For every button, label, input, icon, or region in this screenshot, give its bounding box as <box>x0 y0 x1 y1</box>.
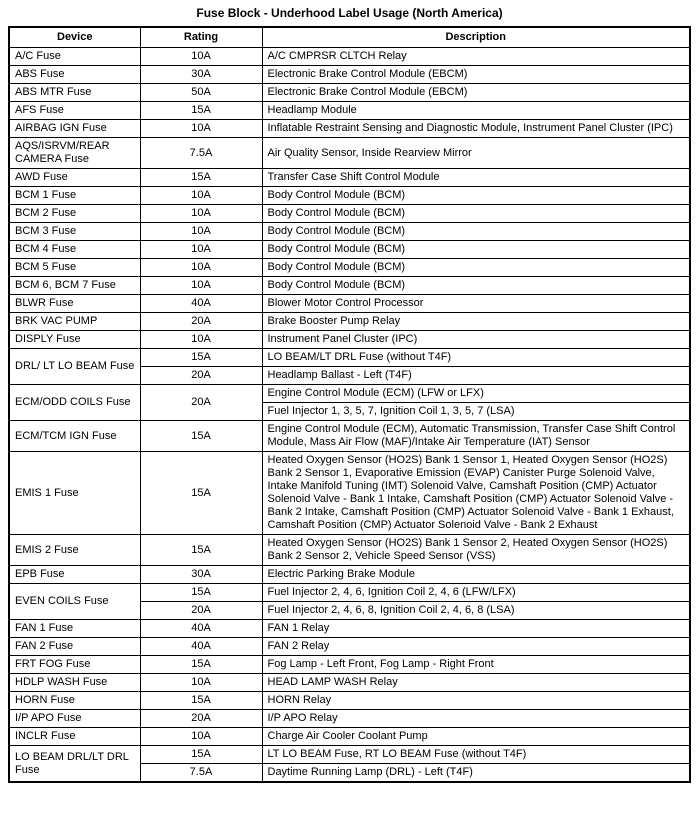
description-cell: Electronic Brake Control Module (EBCM) <box>262 84 690 102</box>
rating-cell: 10A <box>140 674 262 692</box>
description-cell: Body Control Module (BCM) <box>262 205 690 223</box>
device-cell: FAN 2 Fuse <box>9 638 140 656</box>
table-row <box>9 535 690 566</box>
table-row <box>9 385 690 403</box>
description-cell: Fog Lamp - Left Front, Fog Lamp - Right Front <box>262 656 690 674</box>
device-cell: FRT FOG Fuse <box>9 656 140 674</box>
device-cell: AFS Fuse <box>9 102 140 120</box>
rating-cell: 10A <box>140 223 262 241</box>
table-row <box>9 169 690 187</box>
table-row <box>9 584 690 602</box>
table-header <box>9 27 690 48</box>
description-cell: Heated Oxygen Sensor (HO2S) Bank 1 Sensor 1, Heated Oxygen Sensor (HO2S) Bank 2 Sensor 1, Evaporative Emission (EVAP) Canister Purge Solenoid Valve, Intake Manifold Tuning (IMT) Solenoid Valve, Camshaft Position (CMP) Actuator Solenoid Valve - Bank 1 Intake, Camshaft Position (CMP) Actuator Solenoid Valve - Bank 2 Intake, Camshaft Position (CMP) Actuator Solenoid Valve - Bank 1 Exhaust, Camshaft Position (CMP) Actuator Solenoid Valve - Bank 2 Exhaust <box>262 452 690 535</box>
rating-cell: 15A <box>140 692 262 710</box>
description-cell: Body Control Module (BCM) <box>262 223 690 241</box>
device-cell: EMIS 1 Fuse <box>9 452 140 535</box>
description-cell: HORN Relay <box>262 692 690 710</box>
device-cell: HDLP WASH Fuse <box>9 674 140 692</box>
description-cell: LT LO BEAM Fuse, RT LO BEAM Fuse (without T4F) <box>262 746 690 764</box>
device-cell: DISPLY Fuse <box>9 331 140 349</box>
table-row <box>9 120 690 138</box>
table-row <box>9 620 690 638</box>
table-row <box>9 66 690 84</box>
table-row <box>9 277 690 295</box>
table-row <box>9 205 690 223</box>
device-cell: ABS MTR Fuse <box>9 84 140 102</box>
table-row <box>9 241 690 259</box>
device-cell: EPB Fuse <box>9 566 140 584</box>
rating-cell: 10A <box>140 331 262 349</box>
device-cell: FAN 1 Fuse <box>9 620 140 638</box>
fuse-block-table <box>8 26 691 783</box>
device-cell: INCLR Fuse <box>9 728 140 746</box>
device-cell: LO BEAM DRL/LT DRL Fuse <box>9 746 140 783</box>
device-cell: HORN Fuse <box>9 692 140 710</box>
description-cell: LO BEAM/LT DRL Fuse (without T4F) <box>262 349 690 367</box>
device-cell: EMIS 2 Fuse <box>9 535 140 566</box>
rating-cell: 15A <box>140 102 262 120</box>
rating-cell: 20A <box>140 602 262 620</box>
table-row <box>9 728 690 746</box>
rating-cell: 15A <box>140 535 262 566</box>
description-cell: Body Control Module (BCM) <box>262 259 690 277</box>
rating-cell: 10A <box>140 48 262 66</box>
rating-cell: 15A <box>140 656 262 674</box>
description-cell: A/C CMPRSR CLTCH Relay <box>262 48 690 66</box>
rating-cell: 10A <box>140 259 262 277</box>
description-cell: Blower Motor Control Processor <box>262 295 690 313</box>
device-cell: BCM 4 Fuse <box>9 241 140 259</box>
rating-cell: 20A <box>140 313 262 331</box>
device-cell: A/C Fuse <box>9 48 140 66</box>
table-row <box>9 421 690 452</box>
description-cell: Fuel Injector 1, 3, 5, 7, Ignition Coil 1, 3, 5, 7 (LSA) <box>262 403 690 421</box>
rating-cell: 40A <box>140 295 262 313</box>
description-cell: Electronic Brake Control Module (EBCM) <box>262 66 690 84</box>
device-cell: BCM 3 Fuse <box>9 223 140 241</box>
rating-cell: 10A <box>140 728 262 746</box>
rating-cell: 10A <box>140 241 262 259</box>
description-cell: Engine Control Module (ECM) (LFW or LFX) <box>262 385 690 403</box>
device-cell: AQS/ISRVM/REAR CAMERA Fuse <box>9 138 140 169</box>
table-row <box>9 102 690 120</box>
description-cell: Charge Air Cooler Coolant Pump <box>262 728 690 746</box>
table-row <box>9 656 690 674</box>
column-header-rating: Rating <box>140 27 262 48</box>
description-cell: HEAD LAMP WASH Relay <box>262 674 690 692</box>
description-cell: Fuel Injector 2, 4, 6, Ignition Coil 2, 4, 6 (LFW/LFX) <box>262 584 690 602</box>
description-cell: Instrument Panel Cluster (IPC) <box>262 331 690 349</box>
rating-cell: 10A <box>140 120 262 138</box>
rating-cell: 7.5A <box>140 138 262 169</box>
device-cell: BCM 2 Fuse <box>9 205 140 223</box>
description-cell: Electric Parking Brake Module <box>262 566 690 584</box>
table-row <box>9 138 690 169</box>
description-cell: Transfer Case Shift Control Module <box>262 169 690 187</box>
rating-cell: 15A <box>140 169 262 187</box>
column-header-description: Description <box>262 27 690 48</box>
table-row <box>9 566 690 584</box>
description-cell: Daytime Running Lamp (DRL) - Left (T4F) <box>262 764 690 783</box>
table-row <box>9 313 690 331</box>
device-cell: ECM/ODD COILS Fuse <box>9 385 140 421</box>
page-title: Fuse Block - Underhood Label Usage (North America) <box>196 6 503 20</box>
device-cell: BRK VAC PUMP <box>9 313 140 331</box>
rating-cell: 15A <box>140 584 262 602</box>
rating-cell: 40A <box>140 620 262 638</box>
rating-cell: 15A <box>140 746 262 764</box>
rating-cell: 15A <box>140 452 262 535</box>
table-row <box>9 349 690 367</box>
header-row <box>9 27 690 48</box>
rating-cell: 10A <box>140 277 262 295</box>
description-cell: Engine Control Module (ECM), Automatic Transmission, Transfer Case Shift Control Module, Mass Air Flow (MAF)/Intake Air Temperature (IAT) Sensor <box>262 421 690 452</box>
table-row <box>9 259 690 277</box>
table-row <box>9 223 690 241</box>
rating-cell: 50A <box>140 84 262 102</box>
table-row <box>9 674 690 692</box>
table-body <box>9 48 690 783</box>
device-cell: BLWR Fuse <box>9 295 140 313</box>
description-cell: Heated Oxygen Sensor (HO2S) Bank 1 Sensor 2, Heated Oxygen Sensor (HO2S) Bank 2 Sensor 2, Vehicle Speed Sensor (VSS) <box>262 535 690 566</box>
rating-cell: 20A <box>140 367 262 385</box>
rating-cell: 7.5A <box>140 764 262 783</box>
description-cell: Inflatable Restraint Sensing and Diagnostic Module, Instrument Panel Cluster (IPC) <box>262 120 690 138</box>
description-cell: Body Control Module (BCM) <box>262 241 690 259</box>
rating-cell: 15A <box>140 421 262 452</box>
description-cell: Fuel Injector 2, 4, 6, 8, Ignition Coil 2, 4, 6, 8 (LSA) <box>262 602 690 620</box>
table-row <box>9 48 690 66</box>
description-cell: Headlamp Ballast - Left (T4F) <box>262 367 690 385</box>
description-cell: FAN 1 Relay <box>262 620 690 638</box>
device-cell: BCM 6, BCM 7 Fuse <box>9 277 140 295</box>
description-cell: Brake Booster Pump Relay <box>262 313 690 331</box>
device-cell: BCM 5 Fuse <box>9 259 140 277</box>
table-row <box>9 638 690 656</box>
rating-cell: 30A <box>140 566 262 584</box>
device-cell: AWD Fuse <box>9 169 140 187</box>
table-row <box>9 331 690 349</box>
rating-cell: 30A <box>140 66 262 84</box>
description-cell: Air Quality Sensor, Inside Rearview Mirror <box>262 138 690 169</box>
description-cell: Body Control Module (BCM) <box>262 187 690 205</box>
table-row <box>9 746 690 764</box>
rating-cell: 15A <box>140 349 262 367</box>
description-cell: FAN 2 Relay <box>262 638 690 656</box>
description-cell: I/P APO Relay <box>262 710 690 728</box>
device-cell: DRL/ LT LO BEAM Fuse <box>9 349 140 385</box>
device-cell: EVEN COILS Fuse <box>9 584 140 620</box>
description-cell: Body Control Module (BCM) <box>262 277 690 295</box>
rating-cell: 40A <box>140 638 262 656</box>
table-row <box>9 452 690 535</box>
device-cell: AIRBAG IGN Fuse <box>9 120 140 138</box>
table-row <box>9 84 690 102</box>
table-row <box>9 295 690 313</box>
table-row <box>9 187 690 205</box>
description-cell: Headlamp Module <box>262 102 690 120</box>
table-row <box>9 692 690 710</box>
rating-cell: 20A <box>140 385 262 421</box>
device-cell: ABS Fuse <box>9 66 140 84</box>
device-cell: BCM 1 Fuse <box>9 187 140 205</box>
rating-cell: 10A <box>140 187 262 205</box>
table-row <box>9 710 690 728</box>
rating-cell: 20A <box>140 710 262 728</box>
column-header-device: Device <box>9 27 140 48</box>
rating-cell: 10A <box>140 205 262 223</box>
device-cell: I/P APO Fuse <box>9 710 140 728</box>
device-cell: ECM/TCM IGN Fuse <box>9 421 140 452</box>
